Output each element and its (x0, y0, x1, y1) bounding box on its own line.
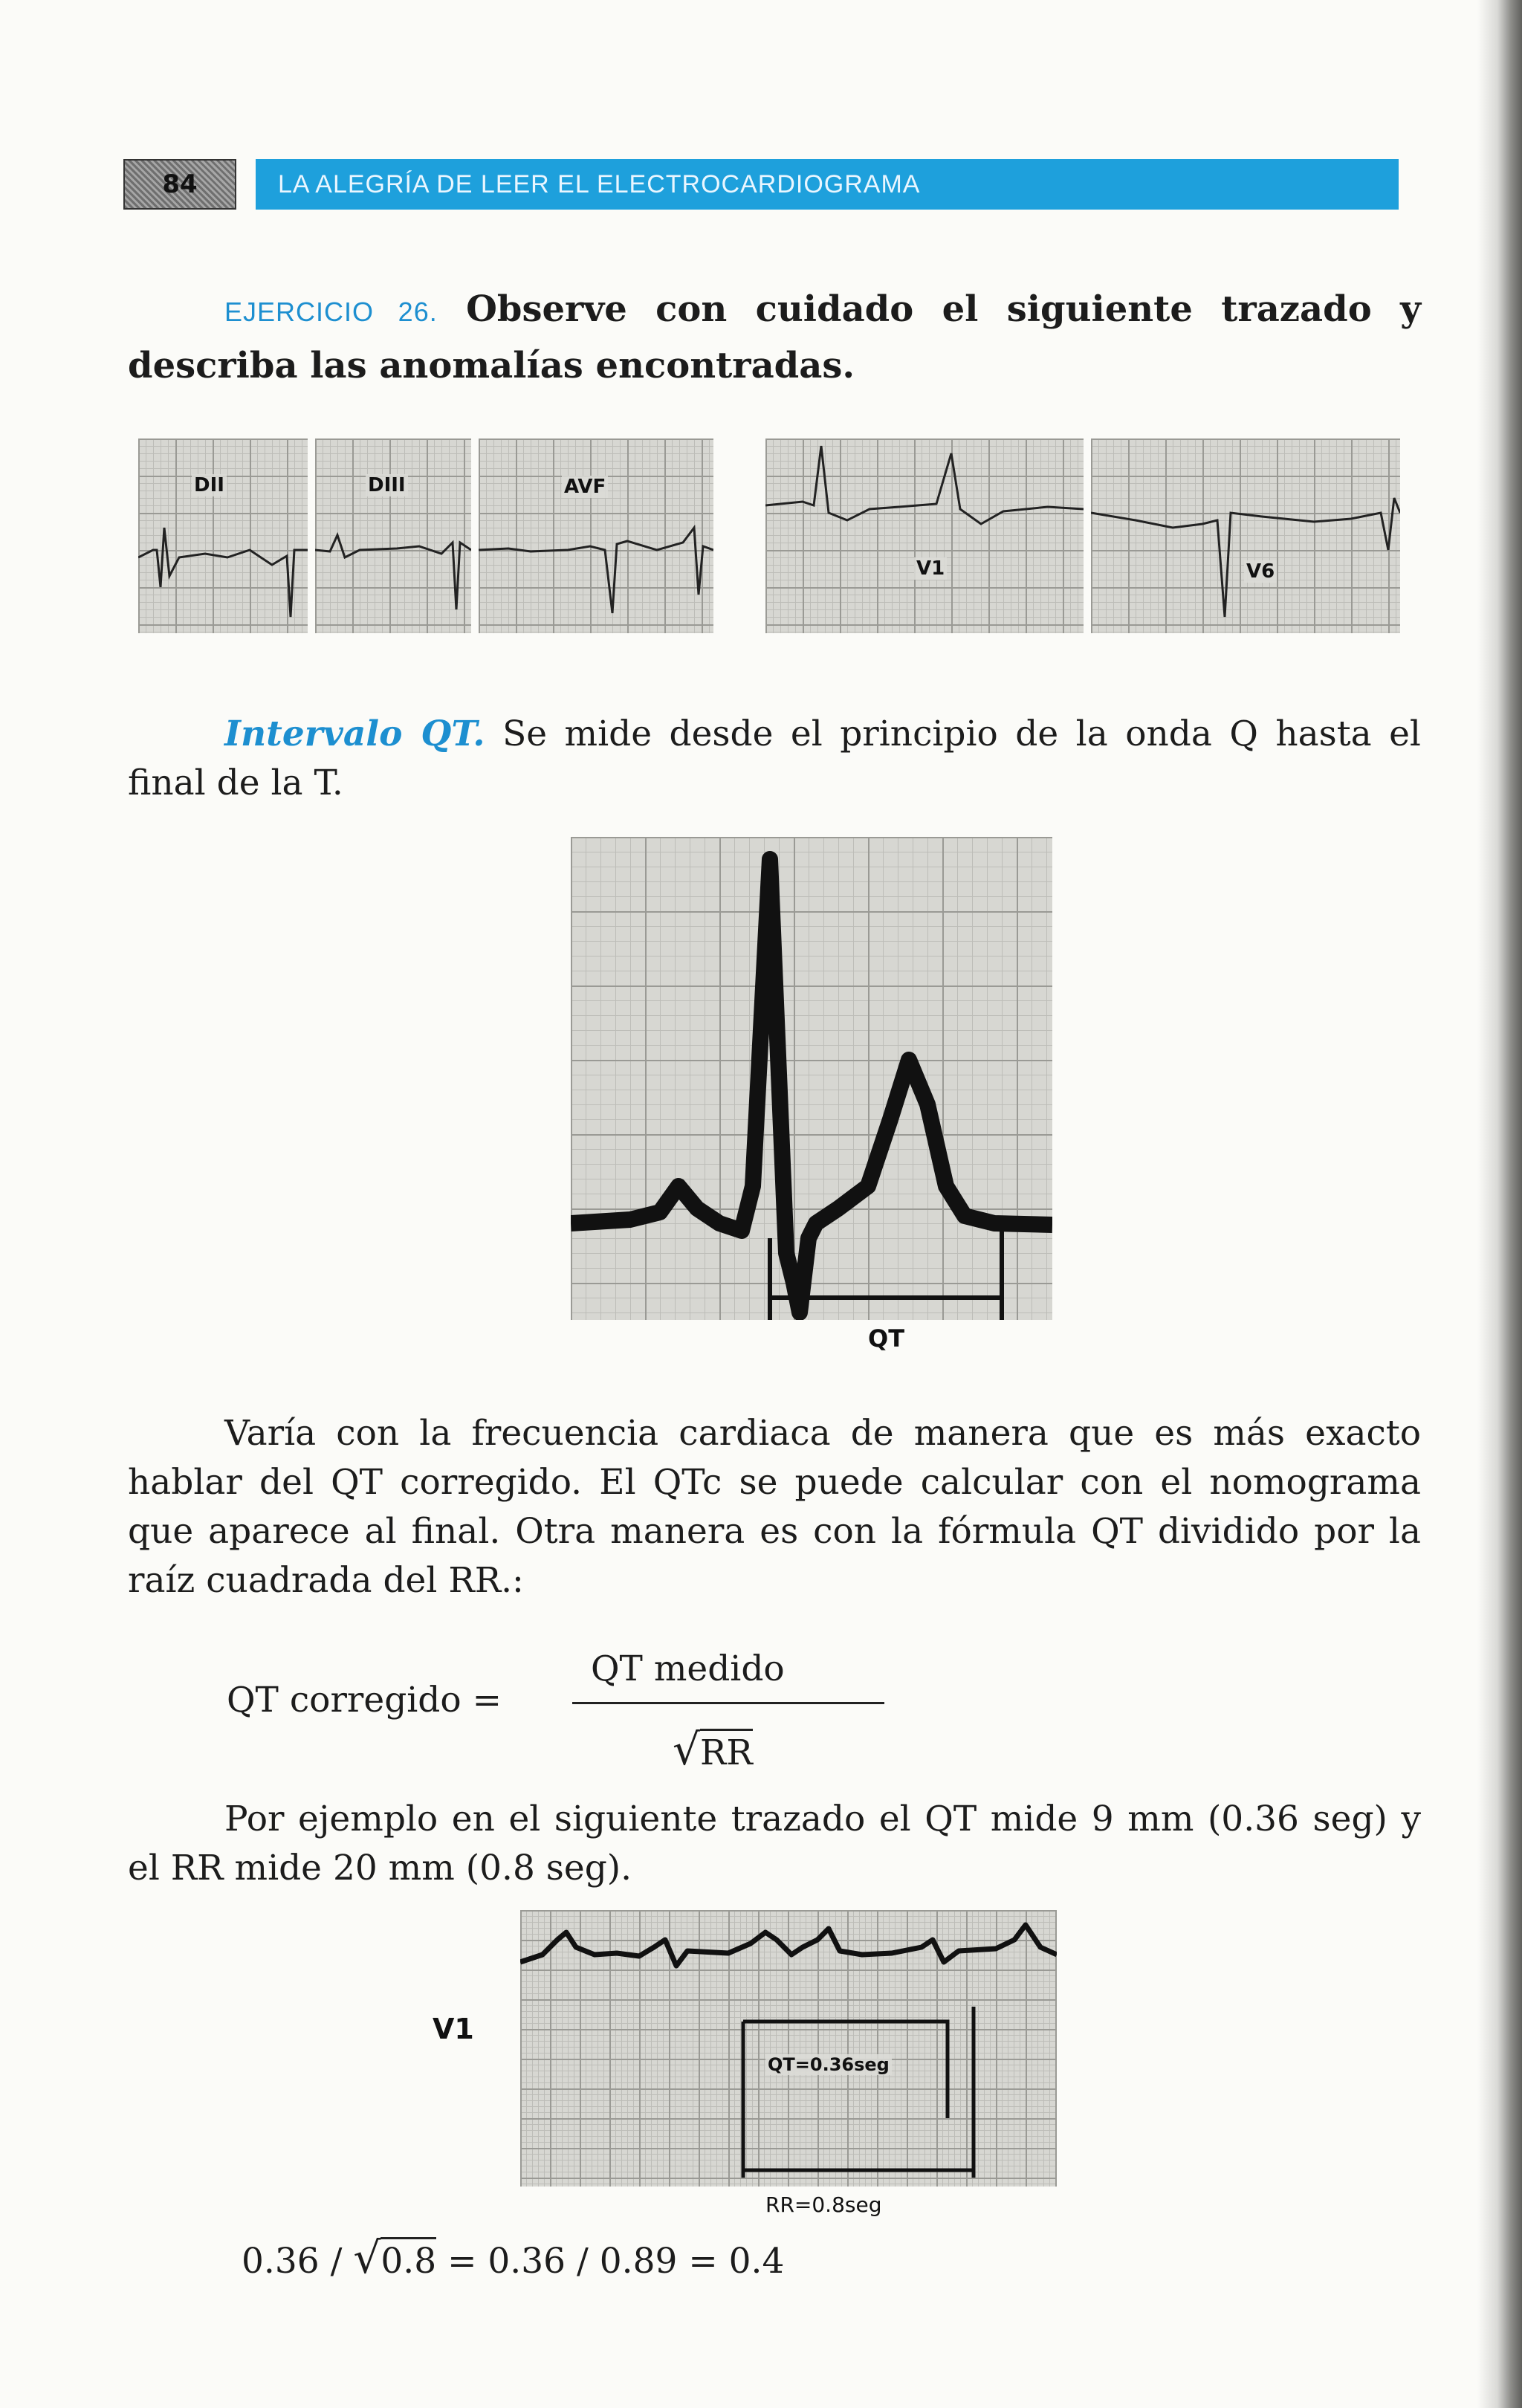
example-text: Por ejemplo en el siguiente trazado el QT mide 9 mm (0.36 seg) y el RR mide 20 mm (0.8 seg). (128, 1799, 1421, 1888)
ecg-panel-avf (479, 438, 713, 633)
lead-label: AVF (562, 476, 608, 498)
lead-label: DII (192, 474, 227, 496)
calc-rest: = 0.36 / 0.89 = 0.4 (447, 2241, 785, 2282)
lead-label: V6 (1244, 560, 1277, 583)
ecg-panel-dii (138, 438, 308, 633)
calculation-line (242, 2233, 784, 2283)
fraction-bar (572, 1702, 884, 1704)
exercise-paragraph (128, 282, 1421, 392)
qt-definition: Se mide desde el principio de la onda Q hasta el final de la T. (128, 713, 1421, 803)
formula-numerator: QT medido (591, 1648, 785, 1689)
qt-ecg-figure (571, 837, 1052, 1320)
qt-paragraph (128, 710, 1421, 808)
running-title: LA ALEGRÍA DE LEER EL ELECTROCARDIOGRAMA (256, 159, 1399, 210)
sqrt-radicand: RR (700, 1729, 753, 1773)
rr-measure-label: RR=0.8seg (765, 2192, 882, 2217)
formula-denominator (673, 1724, 753, 1775)
page-edge-shadow (1477, 0, 1522, 2408)
qt-figure-label: QT (868, 1324, 905, 1353)
ecg-panel-v1 (765, 438, 1084, 633)
sqrt-symbol: √ (353, 2233, 381, 2283)
qt-correction-paragraph (128, 1409, 1421, 1605)
example-ecg-figure (520, 1910, 1057, 2187)
example-paragraph (128, 1795, 1421, 1893)
example-lead-label: V1 (433, 2013, 474, 2045)
page-number: 84 (123, 159, 236, 210)
lead-label: V1 (914, 557, 947, 580)
qt-measure-label: QT=0.36seg (765, 2054, 892, 2075)
calc-radicand: 0.8 (380, 2237, 436, 2282)
lead-label: DIII (366, 474, 408, 496)
qt-term: Intervalo QT. (224, 713, 485, 754)
ecg-panel-v6 (1091, 438, 1400, 633)
ecg-panel-diii (315, 438, 471, 633)
calc-left: 0.36 / (242, 2241, 343, 2282)
formula-label: QT corregido = (227, 1680, 502, 1721)
sqrt-symbol: √ (673, 1724, 700, 1775)
exercise-label: EJERCICIO 26. (224, 297, 438, 327)
qt-correction-text: Varía con la frecuencia cardiaca de manera que es más exacto hablar del QT corregido. El QTc se puede calcular con el nomograma que aparece al final. Otra manera es con la fórmula QT dividido por la raíz cuadrada del RR.: (128, 1413, 1421, 1601)
exercise-text: Observe con cuidado el siguiente trazado y describa las anomalías encontradas. (128, 288, 1421, 386)
